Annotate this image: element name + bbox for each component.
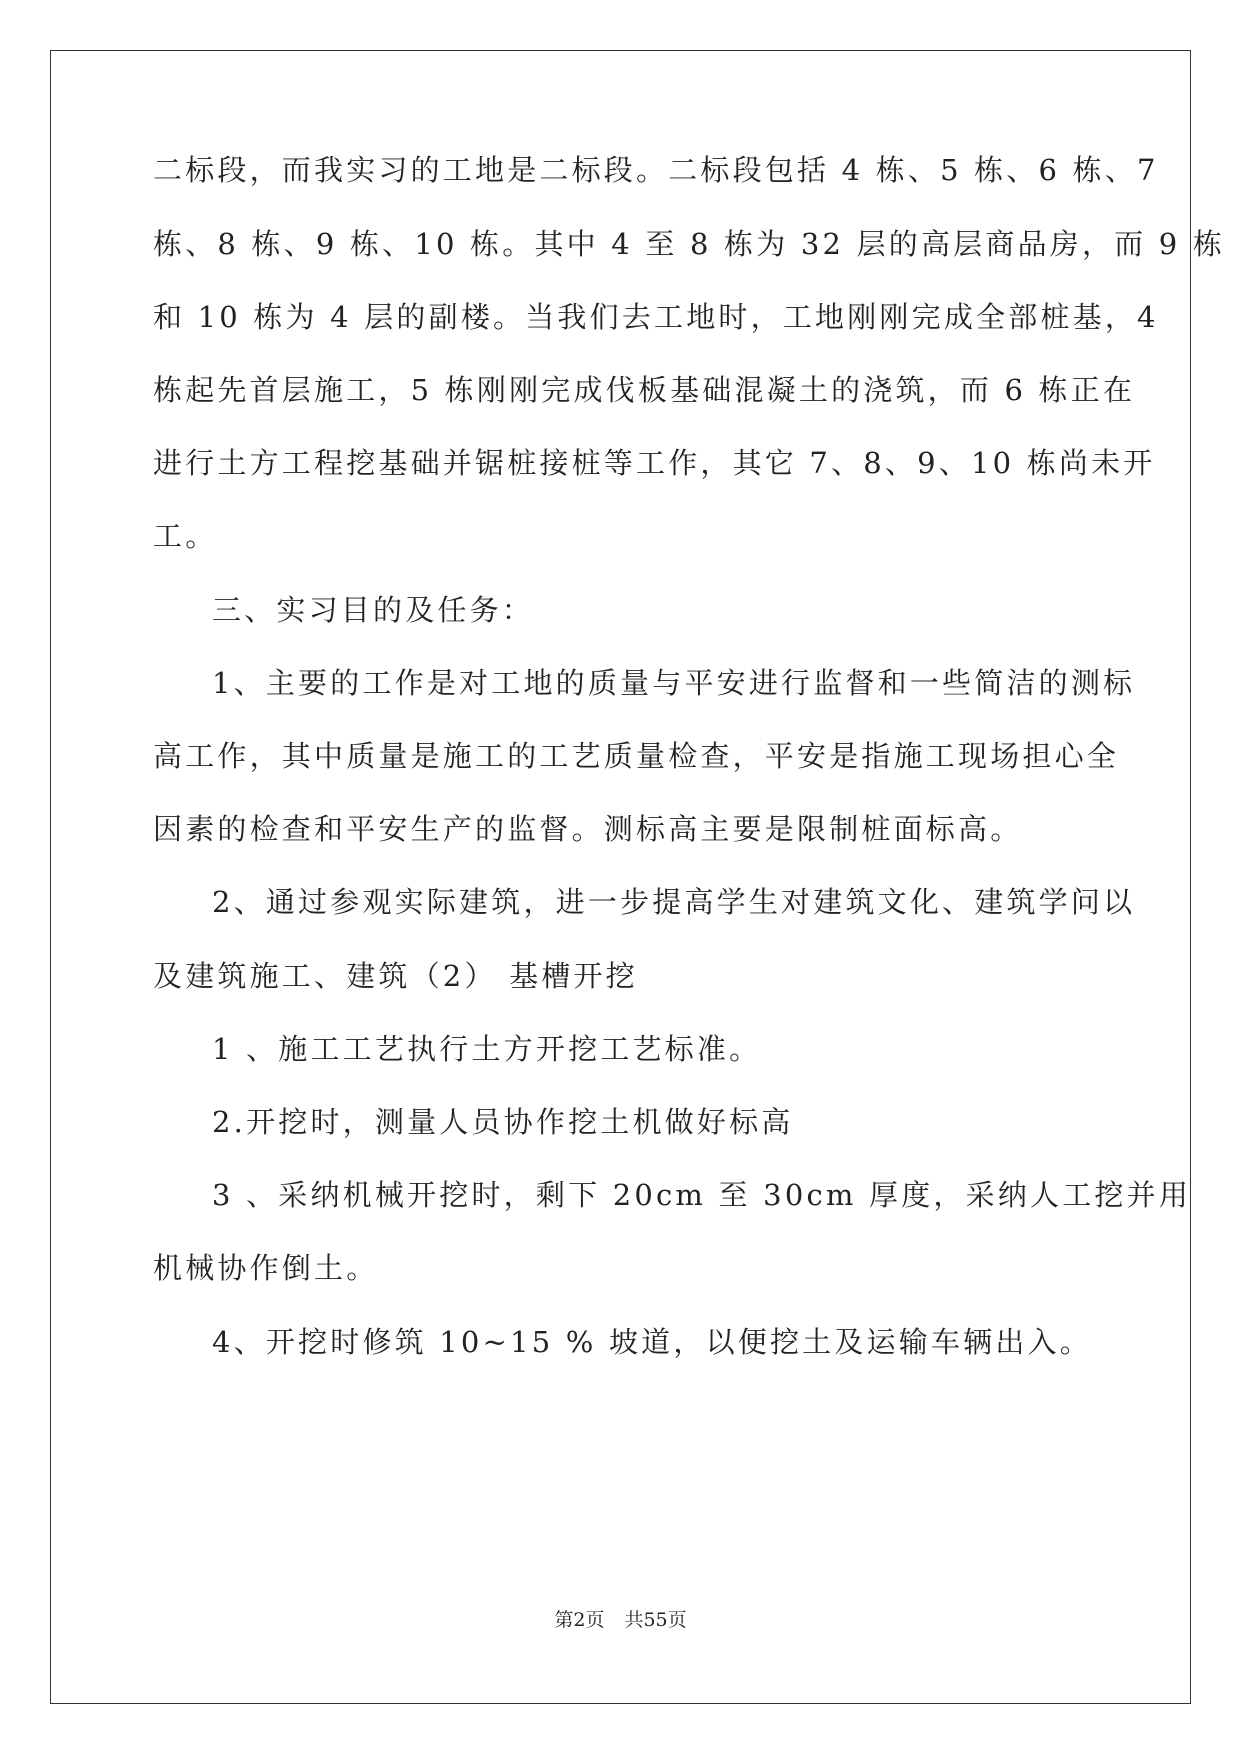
text-line: 高工作，其中质量是施工的工艺质量检查，平安是指施工现场担心全 — [153, 739, 1120, 773]
text-line: 4、开挖时修筑 10~15 % 坡道，以便挖土及运输车辆出入。 — [212, 1325, 1092, 1359]
text-line: 工。 — [153, 519, 218, 553]
text-line: 及建筑施工、建筑（2） 基槽开挖 — [153, 959, 638, 993]
page-total: 共55页 — [624, 1609, 687, 1631]
text-line: 1、主要的工作是对工地的质量与平安进行监督和一些简洁的测标 — [212, 666, 1136, 700]
text-line: 和 10 栋为 4 层的副楼。当我们去工地时，工地刚刚完成全部桩基，4 — [153, 300, 1159, 334]
text-line: 栋起先首层施工，5 栋刚刚完成伐板基础混凝土的浇筑，而 6 栋正在 — [153, 373, 1136, 407]
text-line: 3 、采纳机械开挖时，剩下 20cm 至 30cm 厚度，采纳人工挖并用 — [212, 1178, 1192, 1212]
text-line: 进行土方工程挖基础并锯桩接桩等工作，其它 7、8、9、10 栋尚未开 — [153, 446, 1156, 480]
text-line: 2、通过参观实际建筑，进一步提高学生对建筑文化、建筑学问以 — [212, 885, 1136, 919]
text-line: 二标段，而我实习的工地是二标段。二标段包括 4 栋、5 栋、6 栋、7 — [153, 153, 1159, 187]
text-line: 1 、施工工艺执行土方开挖工艺标准。 — [212, 1032, 762, 1066]
text-line: 因素的检查和平安生产的监督。测标高主要是限制桩面标高。 — [153, 812, 1023, 846]
text-line: 栋、8 栋、9 栋、10 栋。其中 4 至 8 栋为 32 层的高层商品房，而 9 栋 — [153, 227, 1226, 261]
text-line: 机械协作倒土。 — [153, 1251, 379, 1285]
text-line: 2.开挖时，测量人员协作挖土机做好标高 — [212, 1105, 794, 1139]
section-heading: 三、实习目的及任务： — [212, 593, 535, 627]
page-footer — [0, 1608, 1241, 1632]
page-number: 第2页 — [554, 1609, 605, 1631]
